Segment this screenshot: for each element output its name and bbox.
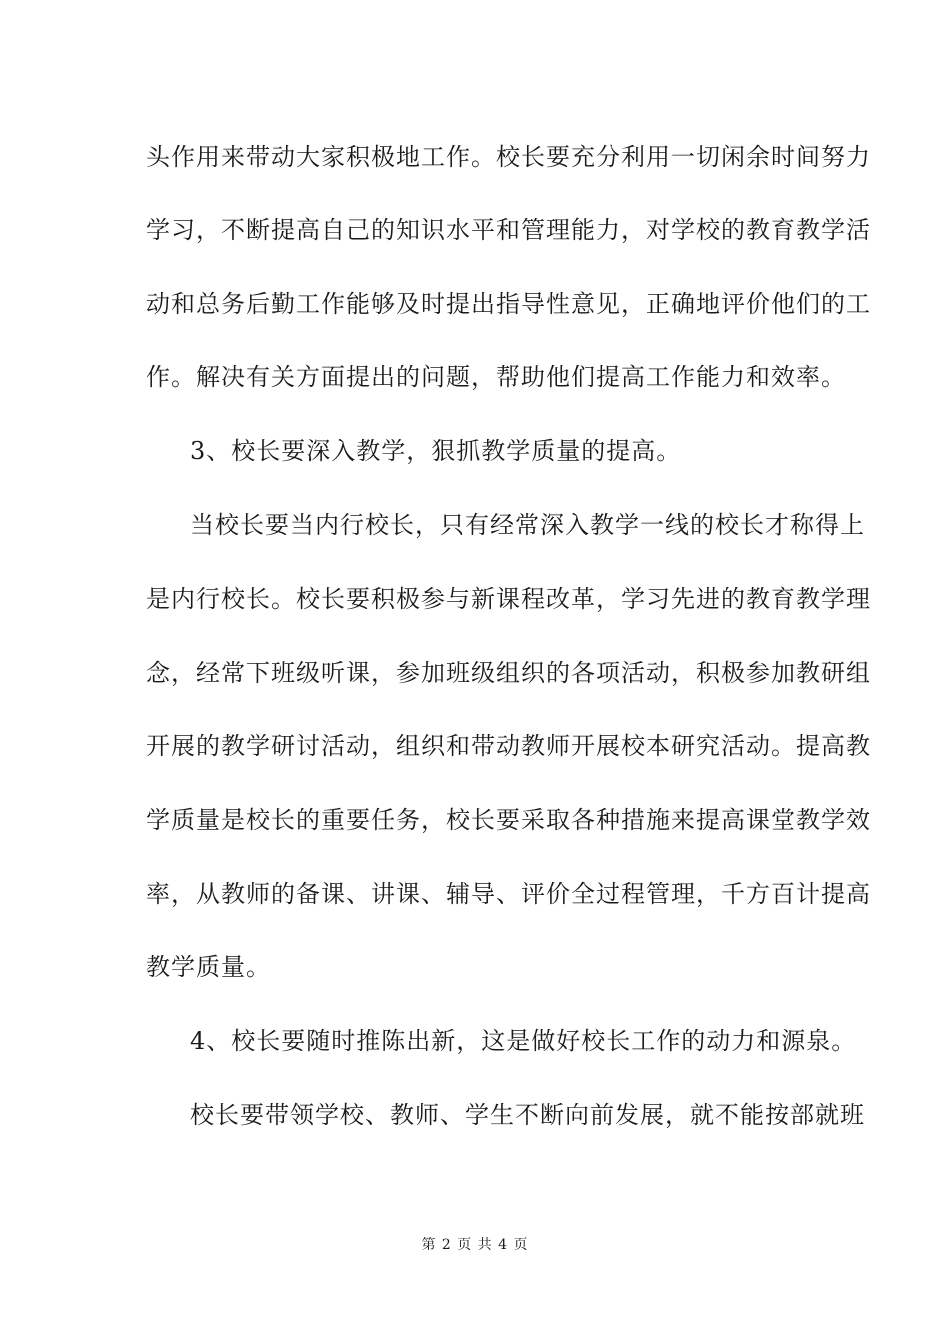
- body-line-6: 当校长要当内行校长，只有经常深入教学一线的校长才称得上: [190, 511, 865, 539]
- body-line-4: 作。解决有关方面提出的问题，帮助他们提高工作能力和效率。: [146, 363, 846, 391]
- section-heading-3: 3、校长要深入教学，狠抓教学质量的提高。: [190, 437, 682, 465]
- body-line-1: 头作用来带动大家积极地工作。校长要充分利用一切闲余时间努力: [146, 143, 871, 171]
- body-line-2: 学习，不断提高自己的知识水平和管理能力，对学校的教育教学活: [146, 216, 871, 244]
- body-line-3: 动和总务后勤工作能够及时提出指导性意见，正确地评价他们的工: [146, 290, 871, 318]
- body-line-7: 是内行校长。校长要积极参与新课程改革，学习先进的教育教学理: [146, 585, 871, 613]
- body-line-14: 校长要带领学校、教师、学生不断向前发展，就不能按部就班: [190, 1101, 865, 1129]
- body-line-8: 念，经常下班级听课，参加班级组织的各项活动，积极参加教研组: [146, 659, 871, 687]
- body-line-12: 教学质量。: [146, 953, 271, 981]
- section-heading-4: 4、校长要随时推陈出新，这是做好校长工作的动力和源泉。: [190, 1027, 857, 1055]
- page-number-footer: 第 2 页 共 4 页: [421, 1237, 529, 1253]
- body-line-11: 率，从教师的备课、讲课、辅导、评价全过程管理，千方百计提高: [146, 880, 871, 908]
- body-line-9: 开展的教学研讨活动，组织和带动教师开展校本研究活动。提高教: [146, 732, 871, 760]
- body-line-10: 学质量是校长的重要任务，校长要采取各种措施来提高课堂教学效: [146, 806, 871, 834]
